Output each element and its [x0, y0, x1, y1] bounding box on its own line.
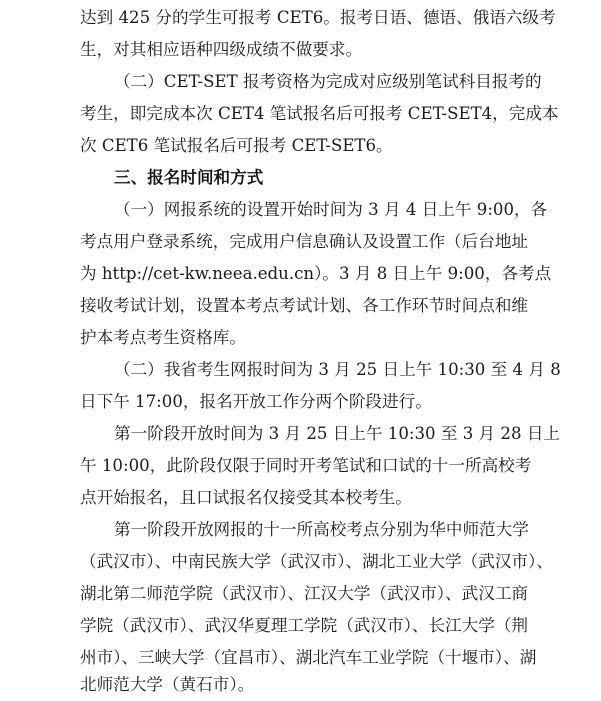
text-line: 州市）、三峡大学（宜昌市）、湖北汽车工业学院（十堰市）、湖 — [80, 648, 537, 667]
paragraph-first-line: 第一阶段开放网报的十一所高校考点分别为华中师范大学 — [114, 520, 529, 539]
text-line: 次 CET6 笔试报名后可报考 CET-SET6。 — [80, 136, 393, 155]
text-line: 达到 425 分的学生可报考 CET6。报考日语、德语、俄语六级考 — [80, 8, 556, 27]
text-line: 护本考点考生资格库。 — [80, 328, 246, 347]
paragraph-first-line: （一）网报系统的设置开始时间为 3 月 4 日上午 9:00，各 — [114, 200, 548, 219]
text-line: 点开始报名，且口试报名仅接受其本校考生。 — [80, 488, 412, 507]
paragraph-first-line: 第一阶段开放时间为 3 月 25 日上午 10:30 至 3 月 28 日上 — [114, 424, 561, 443]
paragraph-first-line: （二）我省考生网报时间为 3 月 25 日上午 10:30 至 4 月 8 — [114, 360, 561, 379]
paragraph-first-line: （二）CET-SET 报考资格为完成对应级别笔试科目报考的 — [114, 72, 542, 91]
text-line: （武汉市）、中南民族大学（武汉市）、湖北工业大学（武汉市）、 — [80, 552, 553, 571]
text-line: 为 http://cet-kw.neea.edu.cn）。3 月 8 日上午 9:00，各考点 — [80, 264, 552, 283]
text-line: 学院（武汉市）、武汉华夏理工学院（武汉市）、长江大学（荆 — [80, 616, 529, 635]
text-line: 考生，即完成本次 CET4 笔试报名后可报考 CET-SET4，完成本 — [80, 104, 559, 123]
section-heading: 三、报名时间和方式 — [114, 168, 264, 187]
text-line: 午 10:00，此阶段仅限于同时开考笔试和口试的十一所高校考 — [80, 456, 532, 475]
text-line: 湖北第二师范学院（武汉市）、江汉大学（武汉市）、武汉工商 — [80, 584, 529, 603]
text-line: 北师范大学（黄石市）。 — [80, 675, 255, 694]
text-line: 接收考试计划，设置本考点考试计划、各工作环节时间点和维 — [80, 296, 529, 315]
text-line: 考点用户登录系统，完成用户信息确认及设置工作（后台地址 — [80, 232, 529, 251]
text-line: 生，对其相应语种四级成绩不做要求。 — [80, 40, 363, 59]
text-line: 日下午 17:00，报名开放工作分两个阶段进行。 — [80, 392, 432, 411]
